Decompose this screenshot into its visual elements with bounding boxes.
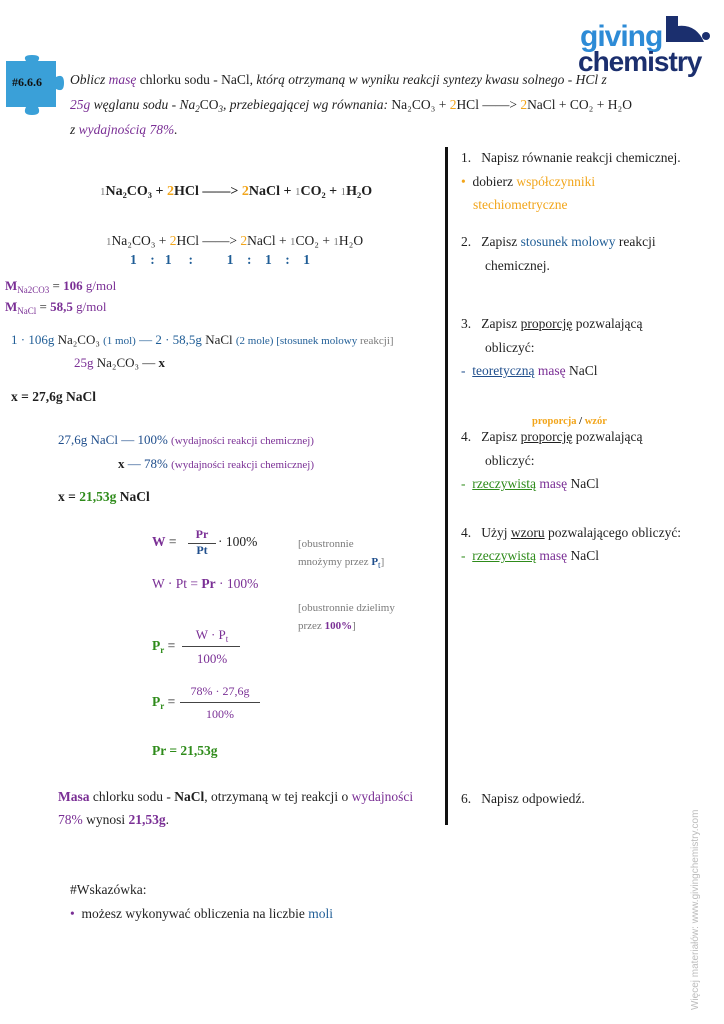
m2v: 58,5 bbox=[50, 299, 73, 314]
s4bc: NaCl bbox=[567, 476, 599, 491]
step-4-line2: obliczyć: bbox=[485, 453, 535, 468]
logo-text-chemistry: chemistry bbox=[578, 46, 702, 77]
hint-title: #Wskazówka: bbox=[70, 882, 147, 897]
r2c: NaCl bbox=[116, 489, 150, 504]
t2f: , przebiegającej wg równania: bbox=[223, 97, 392, 112]
q1a: 27,6g bbox=[58, 432, 88, 447]
proportion1-line2 bbox=[74, 355, 165, 371]
step-4-sub bbox=[461, 476, 599, 492]
answer-line1 bbox=[58, 789, 413, 805]
hint-bullet: • bbox=[70, 906, 75, 921]
e2c4: 1 bbox=[290, 236, 296, 248]
t2b: węglanu sodu - Na bbox=[90, 97, 196, 112]
formula3-line bbox=[182, 646, 240, 647]
s6t: Napisz odpowiedź. bbox=[481, 791, 585, 806]
proportion1-line1 bbox=[11, 332, 394, 348]
p2c: x bbox=[158, 355, 166, 370]
fl2c: · 100% bbox=[215, 576, 259, 591]
lg-a: proporcja bbox=[532, 416, 577, 427]
molar-mass-nacl bbox=[5, 299, 106, 316]
p1g: [stosunek molowy bbox=[276, 335, 360, 347]
e2c1: 1 bbox=[106, 236, 112, 248]
s5bd: - bbox=[461, 548, 466, 563]
legend bbox=[532, 416, 607, 427]
formula-line2 bbox=[152, 576, 258, 592]
q2b: — 78% bbox=[124, 456, 172, 471]
formula3-numerator bbox=[182, 627, 242, 644]
e1c5: 1 bbox=[340, 186, 347, 198]
m1s: Na2CO3 bbox=[17, 285, 50, 295]
pr1: P bbox=[152, 638, 161, 653]
s3bd: - bbox=[461, 363, 466, 378]
fl2: W · Pt = bbox=[152, 576, 202, 591]
t2e: 3 bbox=[218, 104, 224, 114]
fw: W bbox=[152, 534, 166, 549]
m1l: M bbox=[5, 278, 18, 293]
a3: NaCl bbox=[174, 789, 205, 804]
step-3-sub bbox=[461, 363, 597, 379]
logo bbox=[578, 12, 718, 77]
s1n: 1. bbox=[461, 150, 472, 165]
pr2: P bbox=[152, 694, 161, 709]
equation-ratio bbox=[106, 233, 363, 249]
molar-mass-na2co3 bbox=[5, 278, 116, 295]
n1c: P bbox=[371, 556, 379, 568]
n2d: ] bbox=[352, 620, 356, 632]
a6: 78% bbox=[58, 812, 83, 827]
step-6 bbox=[461, 791, 585, 807]
e1c2: 2 bbox=[166, 184, 174, 199]
pr1e: = bbox=[164, 638, 176, 653]
s3b: proporcję bbox=[520, 316, 573, 331]
s5bb: masę bbox=[535, 548, 568, 563]
s4c: pozwalającą bbox=[572, 429, 643, 444]
e2c3: 2 bbox=[240, 233, 248, 248]
e2t1: Na₂CO₃ + bbox=[111, 233, 170, 248]
q2c: (wydajności reakcji chemicznej) bbox=[171, 459, 315, 471]
formula-pr-label-1 bbox=[152, 638, 175, 655]
step-1 bbox=[461, 150, 681, 166]
formula4-line bbox=[180, 702, 260, 703]
e1t2: HCl ——> bbox=[173, 184, 242, 199]
result-theoretical: x = 27,6g NaCl bbox=[11, 389, 96, 404]
formula-final: Pr = 21,53g bbox=[152, 743, 218, 758]
note1-line1: [obustronnie bbox=[298, 538, 354, 550]
p2a: 25g bbox=[74, 355, 94, 370]
hint-text: możesz wykonywać obliczenia na liczbie bbox=[81, 906, 309, 921]
s5b: wzoru bbox=[510, 525, 545, 540]
hint-item bbox=[70, 906, 333, 922]
note1-line2 bbox=[298, 556, 384, 570]
t2j: 2 bbox=[520, 97, 528, 112]
s4bd: - bbox=[461, 476, 466, 491]
t1a: Oblicz bbox=[70, 72, 109, 87]
feq: = bbox=[165, 534, 177, 549]
step-4 bbox=[461, 429, 642, 445]
s4a: Zapisz bbox=[481, 429, 521, 444]
p1b: Na₂CO₃ bbox=[54, 332, 104, 347]
task-line-2 bbox=[70, 97, 632, 114]
p1h: reakcji] bbox=[359, 335, 394, 347]
s1t: Napisz równanie reakcji chemicznej. bbox=[481, 150, 681, 165]
e1t5: H₂O bbox=[346, 184, 373, 199]
s5n: 4. bbox=[461, 525, 472, 540]
e2c5: 1 bbox=[333, 236, 339, 248]
task-line-3 bbox=[70, 122, 178, 138]
s4ba: rzeczywistą bbox=[472, 476, 536, 491]
s3n: 3. bbox=[461, 316, 472, 331]
p1f: (2 mole) bbox=[235, 335, 277, 347]
s2c: reakcji bbox=[615, 234, 656, 249]
m2s: NaCl bbox=[17, 306, 37, 316]
a7: wynosi bbox=[82, 812, 129, 827]
e2t5: H₂O bbox=[338, 233, 364, 248]
m2l: M bbox=[5, 299, 18, 314]
e1c4: 1 bbox=[294, 186, 301, 198]
p2b: Na₂CO₃ — bbox=[93, 355, 159, 370]
e2t3: NaCl + bbox=[247, 233, 291, 248]
t2g: Na₂CO₃ + bbox=[391, 97, 450, 112]
step-3-line2: obliczyć: bbox=[485, 340, 535, 355]
s3ba: teoretyczną bbox=[472, 363, 535, 378]
r2b: 21,53g bbox=[79, 489, 117, 504]
q1c: (wydajności reakcji chemicznej) bbox=[171, 435, 314, 447]
formula-denominator: Pt bbox=[196, 543, 208, 557]
s2n: 2. bbox=[461, 234, 472, 249]
s3bb: masę bbox=[534, 363, 566, 378]
e2t4: CO₂ + bbox=[295, 233, 334, 248]
s2b: stosunek molowy bbox=[520, 234, 616, 249]
formula-numerator: Pr bbox=[195, 527, 209, 541]
e2c2: 2 bbox=[169, 233, 177, 248]
p1a: 1 · 106g bbox=[11, 332, 55, 347]
m2e: = bbox=[36, 299, 51, 314]
m2u: g/mol bbox=[72, 299, 107, 314]
task-number: #6.6.6 bbox=[12, 75, 42, 89]
s5a: Użyj bbox=[481, 525, 511, 540]
n1b: mnożymy przez bbox=[298, 556, 372, 568]
s1ba: dobierz bbox=[472, 174, 517, 189]
pr2s: r bbox=[160, 701, 165, 711]
pr2e: = bbox=[164, 694, 176, 709]
a2: chlorku sodu - bbox=[89, 789, 175, 804]
task-badge bbox=[4, 55, 62, 113]
result-real bbox=[58, 489, 150, 505]
formula3-denominator: 100% bbox=[196, 651, 228, 666]
t2i: HCl ——> bbox=[456, 97, 521, 112]
e1t1: Na₂CO₃ + bbox=[105, 184, 167, 199]
t2c: 2 bbox=[195, 104, 200, 114]
q1b: NaCl — 100% bbox=[87, 432, 172, 447]
e1t4: CO₂ + bbox=[300, 184, 341, 199]
step-5 bbox=[461, 525, 681, 541]
fl2b: Pr bbox=[201, 576, 216, 591]
hint-word: moli bbox=[308, 906, 334, 921]
step-1-sub-2: stechiometryczne bbox=[473, 197, 568, 212]
p1c: (1 mol) bbox=[103, 335, 136, 347]
side-watermark: Więcej materiałów: www.givingchemistry.com bbox=[690, 809, 701, 1010]
a5: wydajności bbox=[351, 789, 414, 804]
s3a: Zapisz bbox=[481, 316, 521, 331]
equation-balanced bbox=[100, 184, 372, 200]
q2a: x bbox=[118, 456, 125, 471]
e1c1: 1 bbox=[100, 186, 106, 198]
answer-line2 bbox=[58, 812, 169, 828]
s3c: pozwalającą bbox=[572, 316, 643, 331]
formula-multiplier: · 100% bbox=[218, 534, 258, 549]
s1bb: • bbox=[461, 174, 466, 189]
formula-pr-label-2 bbox=[152, 694, 175, 711]
step-2 bbox=[461, 234, 656, 250]
formula-w bbox=[152, 534, 177, 550]
s5ba: rzeczywistą bbox=[472, 548, 536, 563]
s2a: Zapisz bbox=[481, 234, 521, 249]
lg-b: / bbox=[576, 416, 585, 427]
t2k: NaCl + CO₂ + H₂O bbox=[527, 97, 632, 112]
step-2-line2: chemicznej. bbox=[485, 258, 550, 273]
formula4-denominator: 100% bbox=[206, 707, 234, 721]
s3bc: NaCl bbox=[565, 363, 598, 378]
p1d: — 2 · 58,5g bbox=[135, 332, 202, 347]
t3b: wydajnością 78% bbox=[78, 122, 175, 137]
a9: . bbox=[165, 812, 170, 827]
m1u: g/mol bbox=[82, 278, 117, 293]
pr1s: r bbox=[160, 645, 165, 655]
m1v: 106 bbox=[63, 278, 83, 293]
s4b: proporcję bbox=[520, 429, 573, 444]
t1d: którą otrzymaną w wyniku reakcji syntezy kwasu solnego - HCl z bbox=[256, 72, 607, 87]
t3c: . bbox=[174, 122, 178, 137]
proportion2-line2 bbox=[118, 456, 314, 472]
logo-text-giving: giving bbox=[580, 20, 663, 53]
formula4-numerator: 78% · 27,6g bbox=[190, 684, 250, 698]
m1e: = bbox=[49, 278, 64, 293]
t2h: 2 bbox=[449, 97, 457, 112]
note2-line2 bbox=[298, 620, 356, 632]
s4bb: masę bbox=[535, 476, 568, 491]
s5c: pozwalającego obliczyć: bbox=[544, 525, 682, 540]
t3a: z bbox=[70, 122, 79, 137]
note2-line1: [obustronnie dzielimy bbox=[298, 602, 395, 614]
n1d: t bbox=[378, 560, 381, 570]
e2t2: HCl ——> bbox=[176, 233, 241, 248]
f3ns: t bbox=[225, 634, 229, 644]
e1t3: NaCl + bbox=[248, 184, 295, 199]
t1b: masę bbox=[108, 72, 137, 87]
step-1-sub bbox=[461, 174, 595, 190]
f3n: W · P bbox=[195, 627, 226, 642]
t2a: 25g bbox=[70, 97, 91, 112]
p1e: NaCl bbox=[201, 332, 236, 347]
e1c3: 2 bbox=[241, 184, 249, 199]
ratio-row: 1 : 1 : 1 : 1 : 1 bbox=[130, 252, 310, 267]
a1: Masa bbox=[58, 789, 90, 804]
n1e: ] bbox=[380, 556, 385, 568]
lg-c: wzór bbox=[584, 416, 607, 427]
a8: 21,53g bbox=[128, 812, 166, 827]
s4n: 4. bbox=[461, 429, 472, 444]
proportion2-line1 bbox=[58, 432, 314, 448]
step-5-sub bbox=[461, 548, 599, 564]
s6n: 6. bbox=[461, 791, 472, 806]
task-line-1 bbox=[70, 72, 607, 88]
a4: , otrzymaną w tej reakcji o bbox=[204, 789, 352, 804]
n2b: przez bbox=[298, 620, 325, 632]
n2c: 100% bbox=[324, 620, 353, 632]
r2a: x = bbox=[58, 489, 80, 504]
t1c: chlorku sodu - NaCl, bbox=[136, 72, 257, 87]
s1bc: współczynniki bbox=[516, 174, 596, 189]
t2d: CO bbox=[199, 97, 219, 112]
s5bc: NaCl bbox=[567, 548, 599, 563]
step-3 bbox=[461, 316, 642, 332]
vertical-divider bbox=[445, 147, 448, 825]
